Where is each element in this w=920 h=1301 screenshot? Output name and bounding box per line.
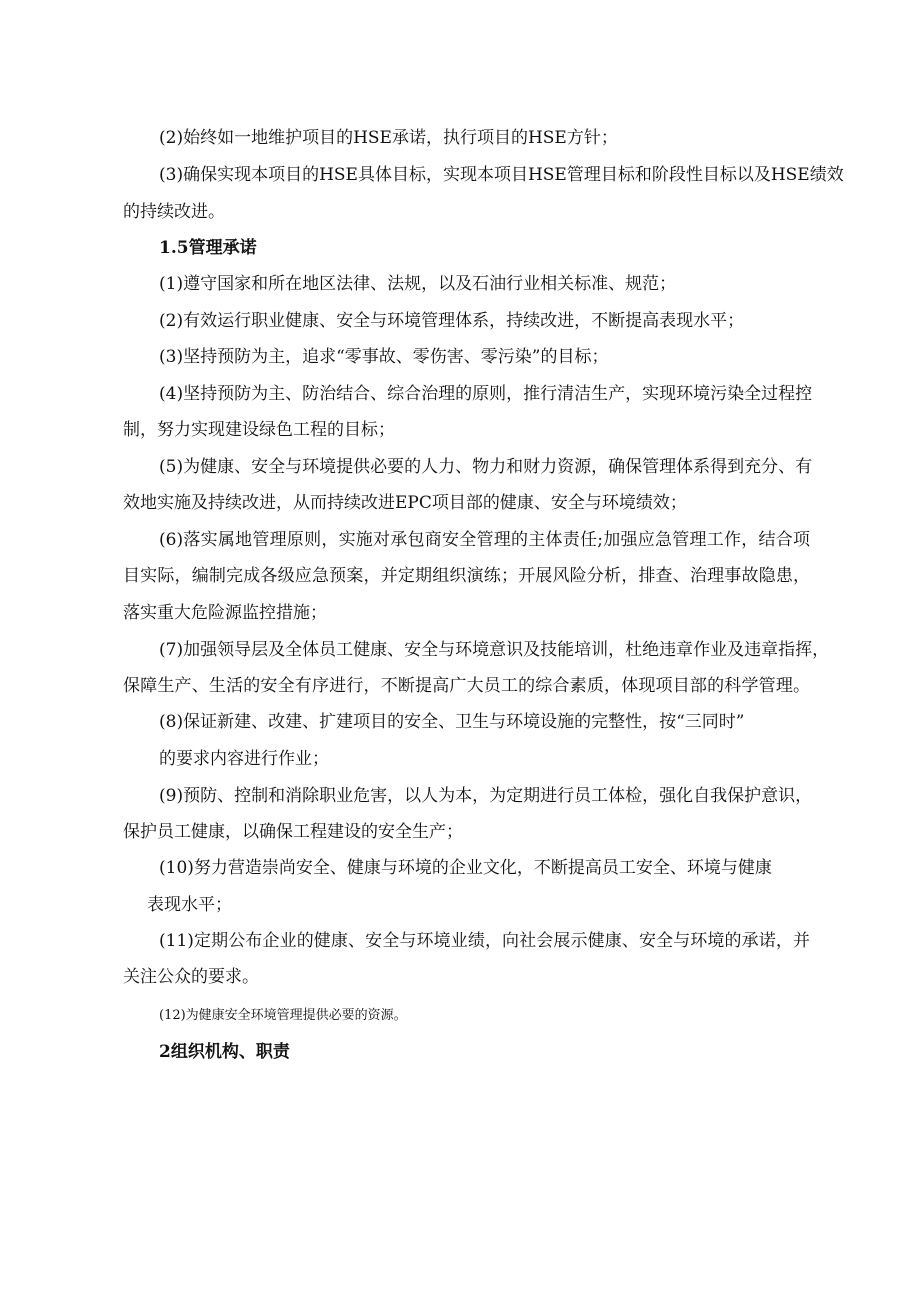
section-heading-2: 2组织机构、职责: [159, 1042, 290, 1062]
commitment-item-11-cont: 关注公众的要求。: [123, 967, 259, 987]
commitment-item-6-cont: 目实际，编制完成各级应急预案，并定期组织演练；开展风险分析，排查、治理事故隐患，: [123, 566, 810, 586]
commitment-item-9: (9)预防、控制和消除职业危害，以人为本，为定期进行员工体检，强化自我保护意识，: [159, 786, 813, 806]
commitment-item-10: (10)努力营造崇尚安全、健康与环境的企业文化，不断提高员工安全、环境与健康: [159, 858, 772, 878]
commitment-item-3: (3)坚持预防为主，追求“零事故、零伤害、零污染”的目标；: [159, 347, 609, 367]
commitment-item-5: (5)为健康、安全与环境提供必要的人力、物力和财力资源，确保管理体系得到充分、有: [159, 457, 813, 477]
commitment-item-11: (11)定期公布企业的健康、安全与环境业绩，向社会展示健康、安全与环境的承诺，并: [159, 931, 810, 951]
commitment-item-10-cont: 表现水平；: [147, 895, 232, 915]
paragraph-item-3: (3)确保实现本项目的HSE具体目标，实现本项目HSE管理目标和阶段性目标以及HSE绩效: [159, 165, 844, 185]
commitment-item-4: (4)坚持预防为主、防治结合、综合治理的原则，推行清洁生产，实现环境污染全过程控: [159, 384, 813, 404]
commitment-item-6: (6)落实属地管理原则，实施对承包商安全管理的主体责任;加强应急管理工作，结合项: [159, 530, 810, 550]
commitment-item-5-cont: 效地实施及持续改进，从而持续改进EPC项目部的健康、安全与环境绩效；: [123, 493, 687, 513]
commitment-item-7: (7)加强领导层及全体员工健康、安全与环境意识及技能培训，杜绝违章作业及违章指挥，: [159, 640, 830, 660]
commitment-item-2: (2)有效运行职业健康、安全与环境管理体系，持续改进，不断提高表现水平；: [159, 311, 745, 331]
commitment-item-4-cont: 制，努力实现建设绿色工程的目标；: [123, 420, 395, 440]
paragraph-item-3-cont: 的持续改进。: [123, 202, 225, 222]
commitment-item-1: (1)遵守国家和所在地区法律、法规，以及石油行业相关标准、规范；: [159, 274, 677, 294]
commitment-item-8: (8)保证新建、改建、扩建项目的安全、卫生与环境设施的完整性，按“三同时”: [159, 712, 745, 732]
commitment-item-8-cont: 的要求内容进行作业；: [159, 749, 329, 769]
commitment-item-9-cont: 保护员工健康，以确保工程建设的安全生产；: [123, 822, 463, 842]
paragraph-item-2: (2)始终如一地维护项目的HSE承诺，执行项目的HSE方针；: [159, 128, 618, 148]
commitment-item-7-cont: 保障生产、生活的安全有序进行，不断提高广大员工的综合素质，体现项目部的科学管理。: [123, 676, 810, 696]
commitment-item-6-cont2: 落实重大危险源监控措施；: [123, 603, 327, 623]
section-heading-1-5: 1.5管理承诺: [159, 238, 257, 258]
commitment-item-12: (12)为健康安全环境管理提供必要的资源。: [159, 1008, 407, 1023]
